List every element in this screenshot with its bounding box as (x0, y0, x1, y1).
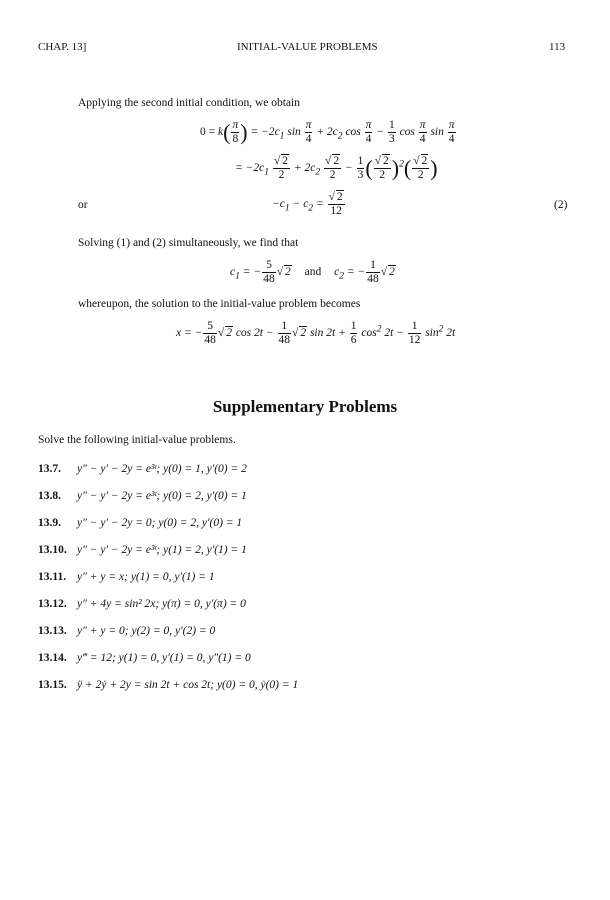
list-item (38, 621, 298, 648)
equation-number: (2) (554, 199, 568, 211)
list-item (38, 648, 298, 675)
and-label: and (304, 266, 322, 279)
list-item (38, 594, 298, 621)
list-item (38, 675, 298, 702)
problem-text: y″ − y′ − 2y = e³ᵗ; y(0) = 1, y′(0) = 2 (77, 463, 247, 475)
problem-text: y″ + 4y = sin² 2x; y(π) = 0, y′(π) = 0 (77, 598, 246, 610)
equation-2: $-c_1 - c_2$ = $\frac{√ 2}{12}$ (272, 191, 343, 217)
problem-number: 13.10. (38, 544, 67, 556)
intro-text: Applying the second initial condition, we obtain (78, 97, 300, 109)
problem-text: y″ + y = x; y(1) = 0, y′(1) = 1 (77, 571, 215, 583)
or-label: or (78, 199, 88, 211)
problem-text: y″ − y′ − 2y = e³ᵗ; y(0) = 2, y′(0) = 1 (77, 490, 247, 502)
whereupon-text: whereupon, the solution to the initial-value problem becomes (78, 298, 361, 310)
running-title: INITIAL-VALUE PROBLEMS (237, 41, 378, 53)
problem-text: y‴ = 12; y(1) = 0, y′(1) = 0, y″(1) = 0 (77, 652, 251, 664)
list-item (38, 567, 298, 594)
problem-text: ÿ + 2ẏ + 2y = sin 2t + cos 2t; y(0) = 0, ẏ(0) = 1 (77, 679, 299, 691)
problem-number: 13.7. (38, 463, 61, 475)
equation-line-2: = $-2c_1$ $\frac{√ 2}{2}$ + $2c_2$ $\frac{√ 2}{2}$ − $\frac{1}{3}$ ( $\frac{√ 2}{2}$ )$^2$( $\frac{√ 2}{2}$ ) (235, 155, 438, 181)
list-item (38, 459, 298, 486)
constants-equation: $c_1$ = − $\frac{5}{48}$ √ 2 and $c_2$ = − $\frac{1}{48}$ √ 2 (230, 259, 395, 285)
solving-text: Solving (1) and (2) simultaneously, we find that (78, 237, 299, 249)
list-item (38, 486, 298, 513)
problem-number: 13.13. (38, 625, 67, 637)
problem-number: 13.14. (38, 652, 67, 664)
problem-list (38, 459, 298, 702)
list-item (38, 540, 298, 567)
page-number: 113 (549, 41, 566, 53)
equation-line-1: 0 = k( $\frac{\pi}{8}$ ) = $-2c_1$ sin $\frac{\pi}{4}$ + $2c_2$ cos $\frac{\pi}{4}$ − $\frac{1}{3}$ cos $\frac{\pi}{4}$ sin $\frac{\pi}{4}$ (200, 119, 455, 145)
section-title: Supplementary Problems (212, 397, 398, 416)
problem-number: 13.15. (38, 679, 67, 691)
problem-number: 13.9. (38, 517, 61, 529)
problem-number: 13.11. (38, 571, 67, 583)
instructions-text: Solve the following initial-value problems. (38, 434, 236, 446)
problem-number: 13.8. (38, 490, 61, 502)
problem-number: 13.12. (38, 598, 67, 610)
problem-text: y″ + y = 0; y(2) = 0, y′(2) = 0 (77, 625, 216, 637)
solution-equation: x = − $\frac{5}{48}$ √ 2 cos 2t − $\frac{1}{48}$ √ 2 sin 2t + $\frac{1}{6}$ $\cos^2 2t$ − $\frac{1}{12}$ $\sin^2 2t$ (176, 320, 456, 346)
list-item (38, 513, 298, 540)
chapter-label: CHAP. 13] (38, 41, 87, 53)
problem-text: y″ − y′ − 2y = 0; y(0) = 2, y′(0) = 1 (77, 517, 243, 529)
problem-text: y″ − y′ − 2y = e³ᵗ; y(1) = 2, y′(1) = 1 (77, 544, 247, 556)
